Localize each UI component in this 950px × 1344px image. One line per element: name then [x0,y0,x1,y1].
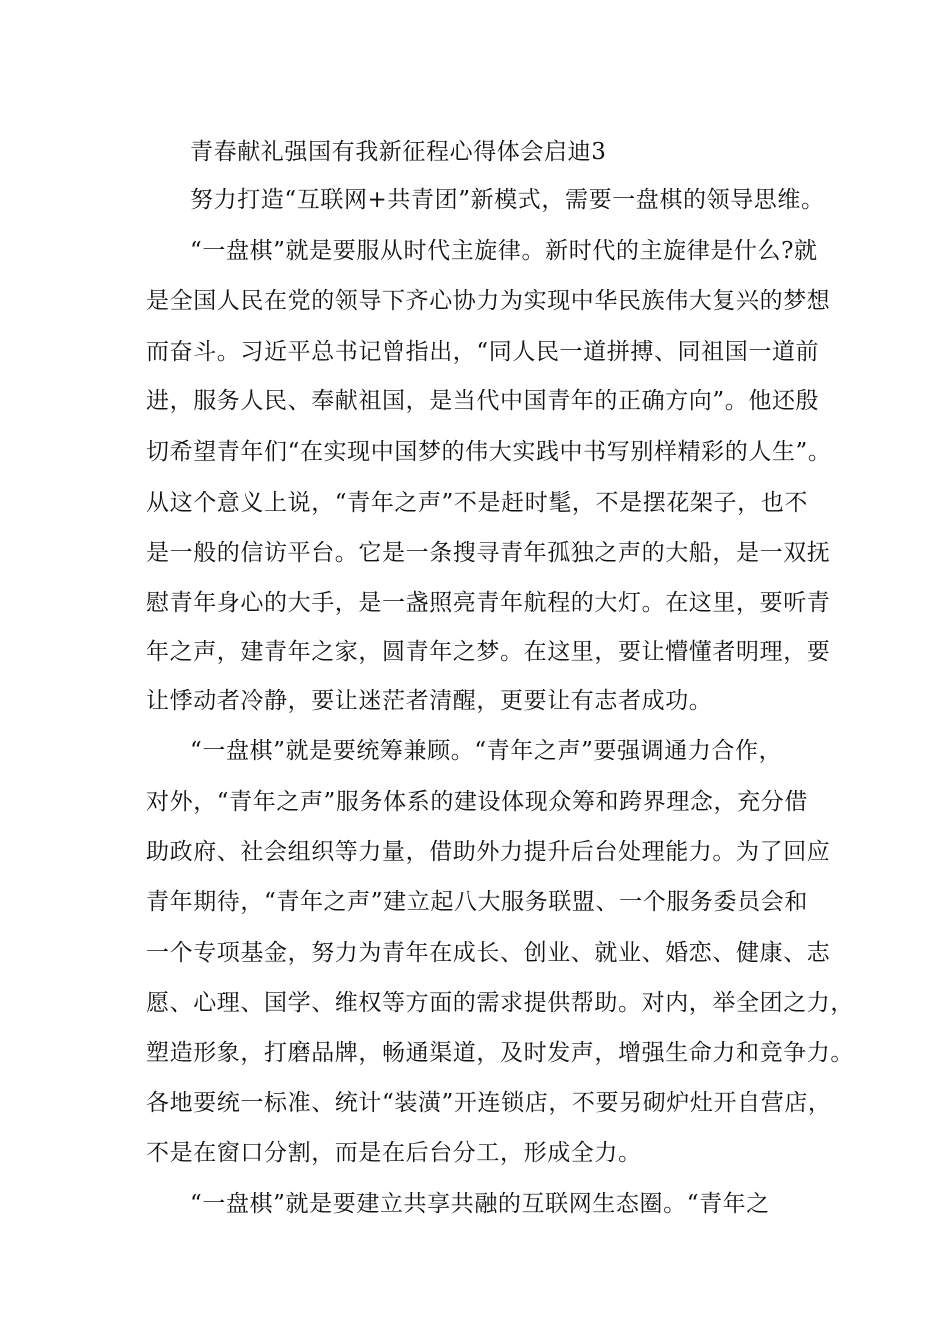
text-line: 各地要统一标准、统计“装潢”开连锁店，不要另砌炉灶开自营店， [146,1090,832,1116]
text-line: 进，服务人民、奉献祖国，是当代中国青年的正确方向”。他还殷 [146,388,820,414]
text-line: 让悸动者冷静，要让迷茫者清醒，更要让有志者成功。 [146,688,713,714]
text-line: 青年期待，“青年之声”建立起八大服务联盟、一个服务委员会和 [146,889,808,915]
text-line: “一盘棋”就是要服从时代主旋律。新时代的主旋律是什么?就 [190,238,818,264]
text-line: “一盘棋”就是要统筹兼顾。“青年之声”要强调通力合作， [190,738,783,764]
text-line: 愿、心理、国学、维权等方面的需求提供帮助。对内，举全团之力， [146,990,854,1016]
text-line: 是全国人民在党的领导下齐心协力为实现中华民族伟大复兴的梦想 [146,288,831,314]
text-line: 慰青年身心的大手，是一盏照亮青年航程的大灯。在这里，要听青 [146,590,831,616]
text-line: 切希望青年们“在实现中国梦的伟大实践中书写别样精彩的人生”。 [146,439,832,465]
text-line: “一盘棋”就是要建立共享共融的互联网生态圈。“青年之 [190,1191,770,1217]
text-line: 塑造形象，打磨品牌，畅通渠道，及时发声，增强生命力和竞争力。 [146,1040,854,1066]
text-line: 从这个意义上说，“青年之声”不是赶时髦，不是摆花架子，也不 [146,490,808,516]
document-title: 青春献礼强国有我新征程心得体会启迪3 [190,139,607,165]
text-line: 助政府、社会组织等力量，借助外力提升后台处理能力。为了回应 [146,839,831,865]
text-line: 对外，“青年之声”服务体系的建设体现众筹和跨界理念，充分借 [146,789,808,815]
text-line: 而奋斗。习近平总书记曾指出，“同人民一道拼搏、同祖国一道前 [146,339,820,365]
text-line: 年之声，建青年之家，圆青年之梦。在这里，要让懵懂者明理，要 [146,639,831,665]
text-line: 是一般的信访平台。它是一条搜寻青年孤独之声的大船，是一双抚 [146,540,831,566]
text-line: 努力打造“互联网+共青团”新模式，需要一盘棋的领导思维。 [190,187,825,213]
text-line: 一个专项基金，努力为青年在成长、创业、就业、婚恋、健康、志 [146,940,831,966]
text-line: 不是在窗口分割，而是在后台分工，形成全力。 [146,1140,642,1166]
